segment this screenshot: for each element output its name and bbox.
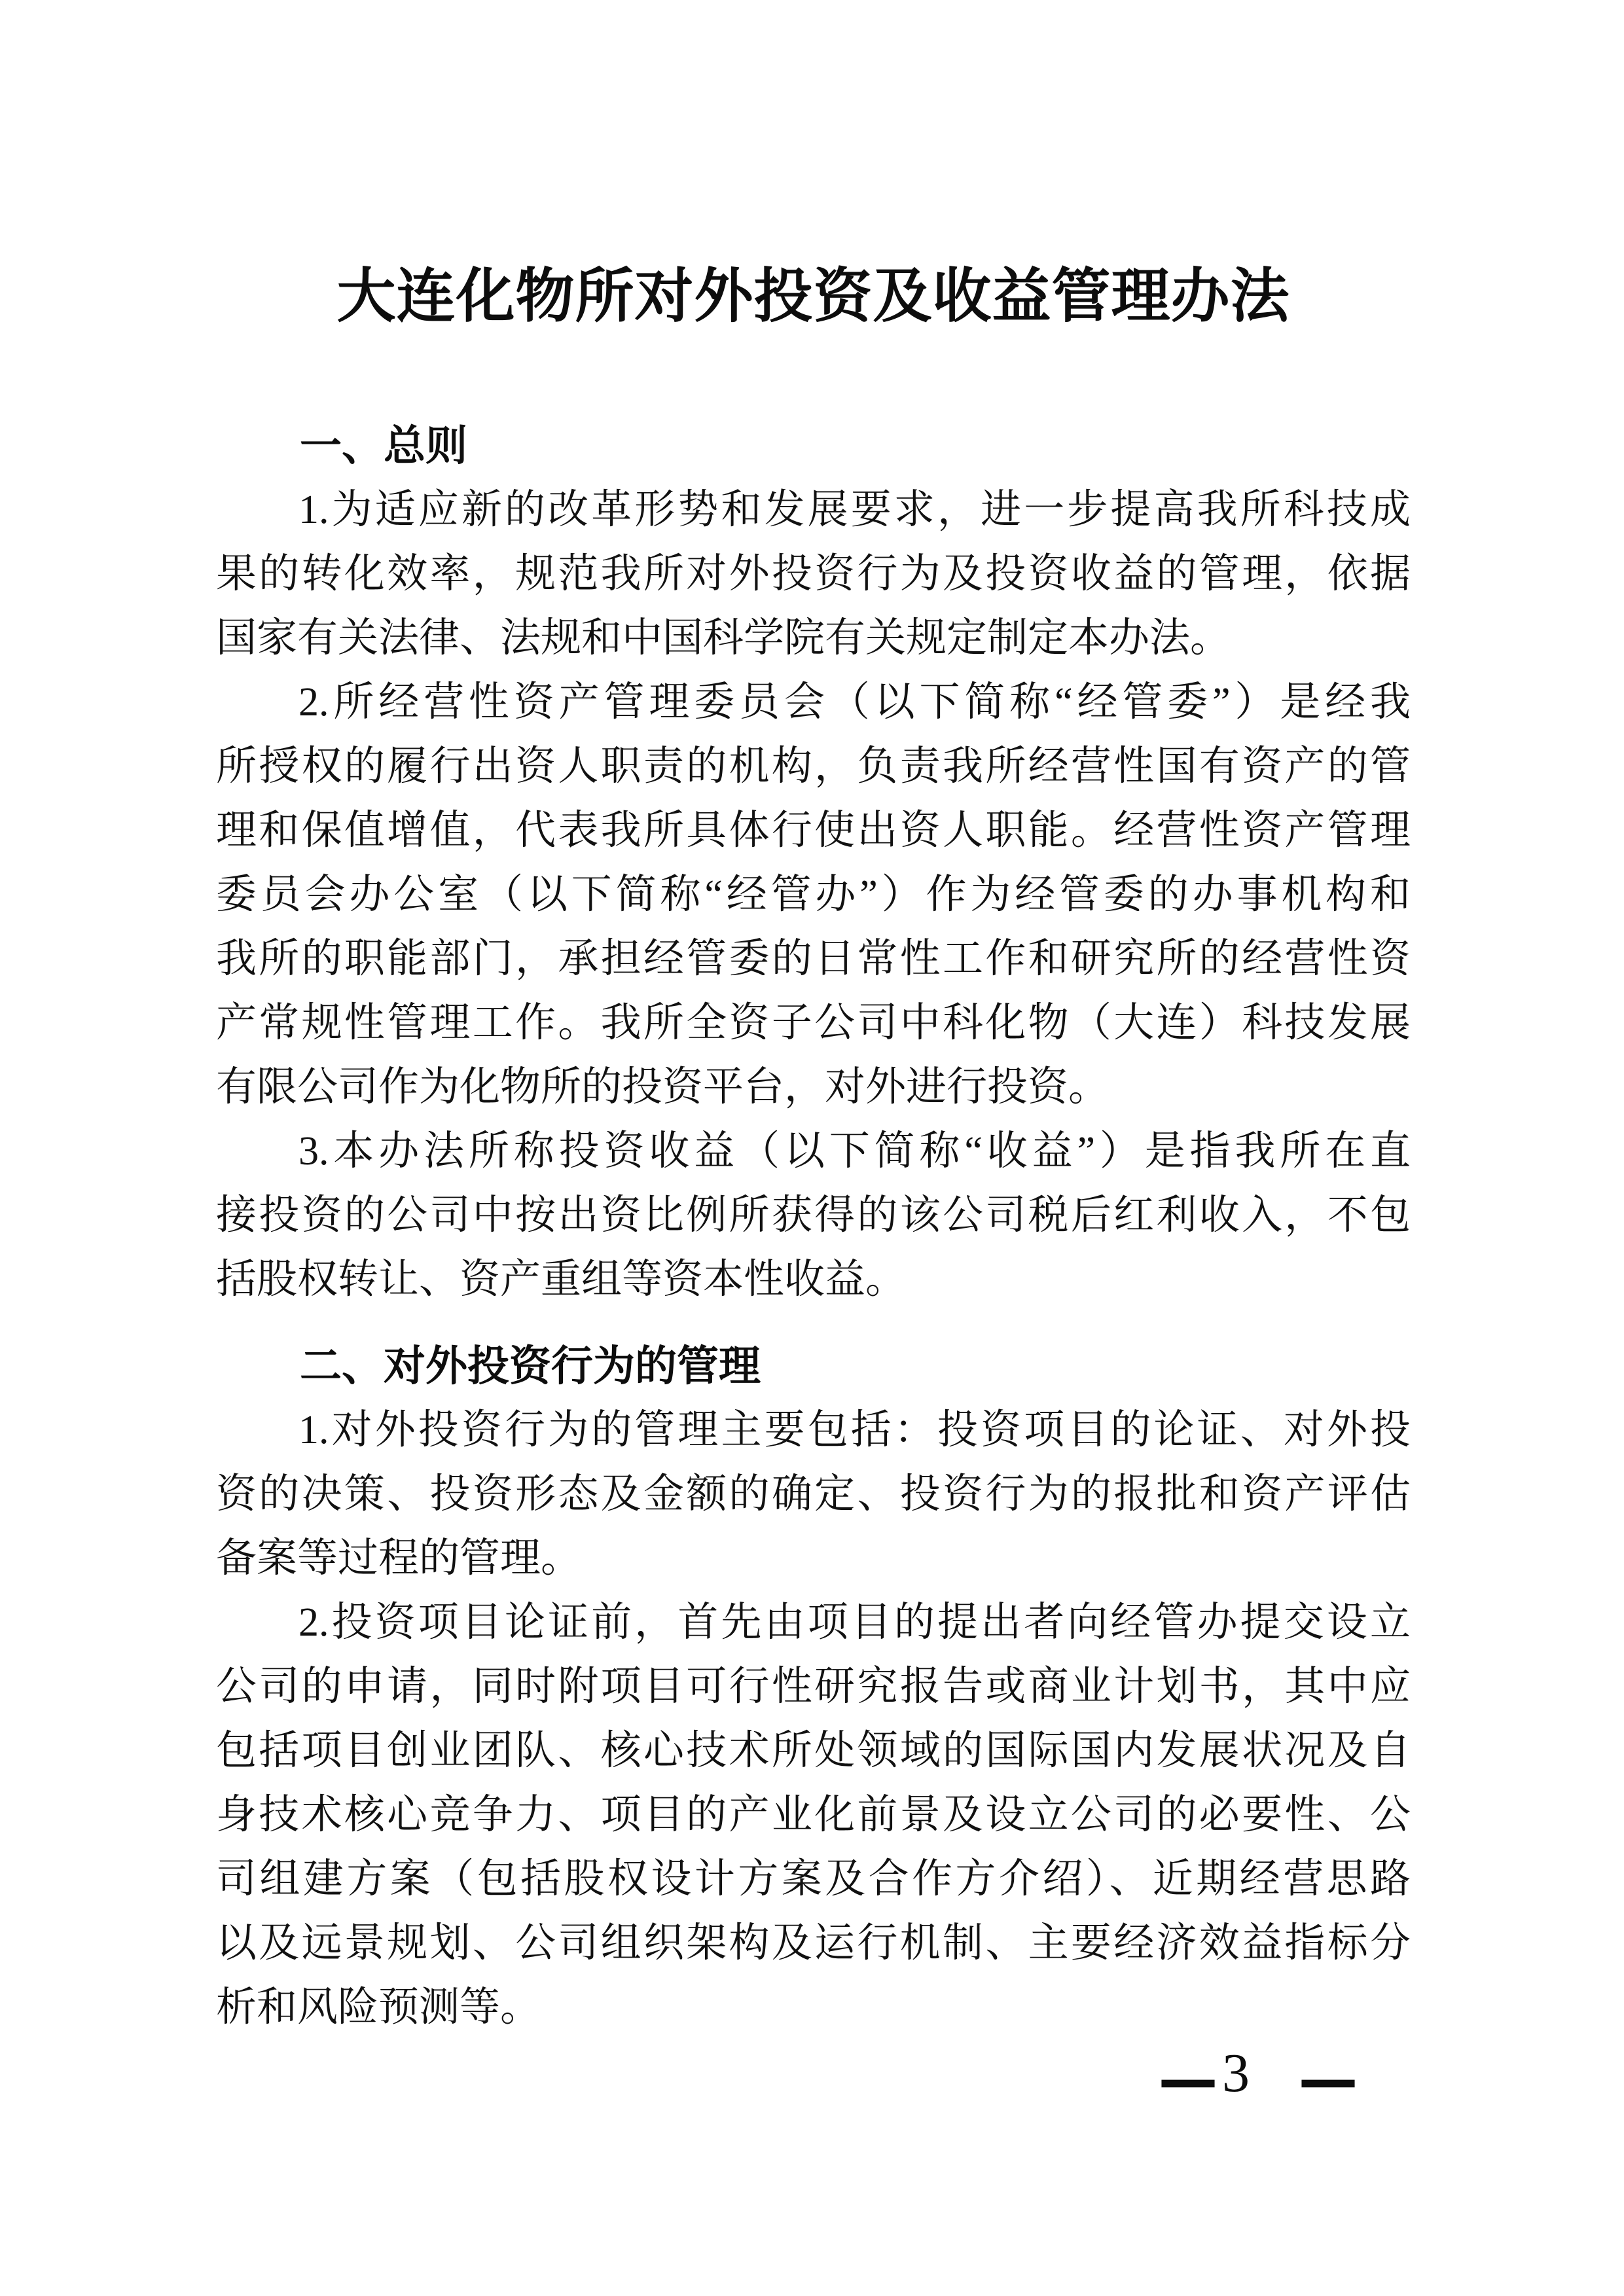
page-number-left-dash: — (1162, 2013, 1214, 2134)
text-line: 理和保值增值，代表我所具体行使出资人职能。经营性资产管理 (216, 808, 1411, 853)
text-line: 3.本办法所称投资收益（以下简称“收益”）是指我所在直 (298, 1129, 1411, 1174)
text-line: 资的决策、投资形态及金额的确定、投资行为的报批和资产评估 (216, 1472, 1411, 1516)
text-line: 有限公司作为化物所的投资平台，对外进行投资。 (216, 1065, 1110, 1109)
text-line: 析和风险预测等。 (216, 1985, 541, 2030)
text-line: 所授权的履行出资人职责的机构，负责我所经营性国有资产的管 (216, 744, 1411, 789)
paragraph (216, 1590, 1411, 2039)
text-line: 2.所经营性资产管理委员会（以下简称“经管委”）是经我 (298, 680, 1411, 725)
page-number-right-dash: — (1302, 2013, 1354, 2134)
section-heading-investment-management: 二、对外投资行为的管理 (300, 1342, 761, 1390)
text-line: 括股权转让、资产重组等资本性收益。 (216, 1257, 907, 1302)
text-line: 备案等过程的管理。 (216, 1536, 582, 1581)
section-investment-management (216, 1334, 1411, 2039)
page-number-value: 3 (1222, 2043, 1250, 2104)
text-line: 以及远景规划、公司组织架构及运行机制、主要经济效益指标分 (216, 1921, 1411, 1965)
text-line: 国家有关法律、法规和中国科学院有关规定制定本办法。 (216, 616, 1231, 660)
document-content (216, 0, 1411, 2039)
section-general-rules (216, 414, 1411, 1312)
paragraph (216, 1119, 1411, 1312)
text-line: 1.对外投资行为的管理主要包括：投资项目的论证、对外投 (298, 1408, 1411, 1452)
document-title: 大连化物所对外投资及收益管理办法 (336, 264, 1290, 329)
text-line: 身技术核心竞争力、项目的产业化前景及设立公司的必要性、公 (216, 1793, 1411, 1837)
paragraph (216, 1398, 1411, 1590)
section-body (216, 1398, 1411, 2039)
text-line: 产常规性管理工作。我所全资子公司中科化物（大连）科技发展 (216, 1001, 1411, 1045)
page-number (1162, 2013, 1354, 2134)
text-line: 1.为适应新的改革形势和发展要求，进一步提高我所科技成 (298, 488, 1411, 532)
text-line: 司组建方案（包括股权设计方案及合作方介绍）、近期经营思路 (216, 1857, 1411, 1901)
paragraph (216, 478, 1411, 670)
text-line: 委员会办公室（以下简称“经管办”）作为经管委的办事机构和 (216, 872, 1411, 917)
text-line: 果的转化效率，规范我所对外投资行为及投资收益的管理，依据 (216, 552, 1411, 596)
text-line: 2.投资项目论证前，首先由项目的提出者向经管办提交设立 (298, 1600, 1411, 1645)
section-body (216, 478, 1411, 1312)
paragraph (216, 670, 1411, 1119)
text-line: 公司的申请，同时附项目可行性研究报告或商业计划书，其中应 (216, 1664, 1411, 1709)
text-line: 我所的职能部门，承担经管委的日常性工作和研究所的经营性资 (216, 937, 1411, 981)
section-heading-general-rules: 一、总则 (300, 422, 467, 469)
text-line: 包括项目创业团队、核心技术所处领域的国际国内发展状况及自 (216, 1729, 1411, 1773)
text-line: 接投资的公司中按出资比例所获得的该公司税后红利收入，不包 (216, 1193, 1411, 1238)
